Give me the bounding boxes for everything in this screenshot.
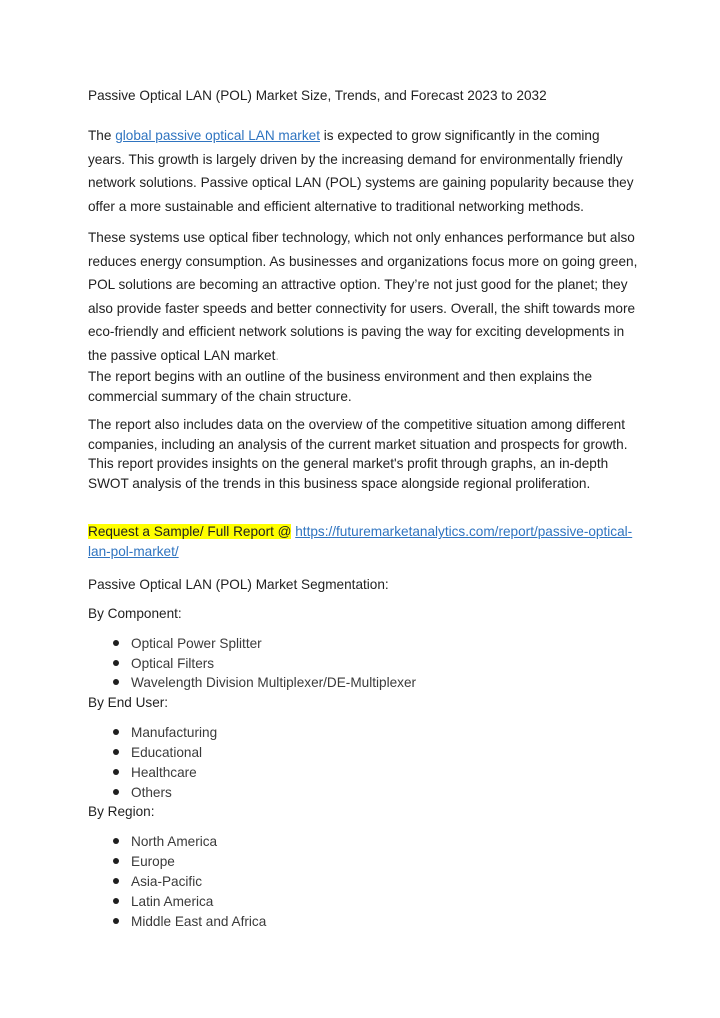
list-item-text: Manufacturing [131,724,218,740]
list-item [88,763,640,783]
region-list [88,832,640,932]
list-item [88,673,640,693]
bullet-icon [113,660,119,666]
list-item [88,723,640,743]
by-end-user-label: By End User: [88,695,169,711]
list-item [88,654,640,674]
bullet-icon [113,729,119,735]
bullet-icon [113,769,119,775]
report-overview-paragraph: The report also includes data on the overview of the competitive situation among different companies, including an analysis of the current market situation and prospects for growth. This report provides insights on the general market's profit through graphs, an in-depth SWOT analysis of the trends in this business space alongside regional proliferation. [88,417,628,491]
list-item [88,783,640,803]
by-component-label: By Component: [88,606,182,622]
list-item-text: Latin America [131,893,214,909]
component-list [88,634,640,694]
list-item [88,912,640,932]
list-item [88,743,640,763]
bullet-icon [113,898,119,904]
list-item-text: Healthcare [131,764,197,780]
request-sample-label: Request a Sample/ Full Report @ [88,524,292,539]
list-item-text: Middle East and Africa [131,913,267,929]
request-sample-line [88,522,640,561]
list-item-text: Wavelength Division Multiplexer/DE-Multiplexer [131,675,417,691]
list-item-text: Educational [131,744,203,760]
intro-prefix: The [88,128,116,143]
list-item-text: Optical Power Splitter [131,635,262,651]
list-item [88,634,640,654]
list-item-text: Others [131,784,172,800]
list-item-text: Optical Filters [131,655,215,671]
list-item-text: North America [131,833,218,849]
global-market-link[interactable]: global passive optical LAN market [115,128,320,143]
bullet-icon [113,918,119,924]
document-title: Passive Optical LAN (POL) Market Size, Trends, and Forecast 2023 to 2032 [88,88,547,103]
list-item [88,872,640,892]
intro-paragraph [88,124,640,218]
bullet-icon [113,838,119,844]
by-region-label: By Region: [88,804,155,820]
technology-paragraph [88,226,640,367]
bullet-icon [113,878,119,884]
end-user-list [88,723,640,803]
list-item [88,832,640,852]
list-item-text: Asia-Pacific [131,873,203,889]
bullet-icon [113,858,119,864]
technology-trailing-dot: . [275,347,280,363]
list-item [88,852,640,872]
list-item-text: Europe [131,853,175,869]
report-outline-paragraph: The report begins with an outline of the business environment and then explains the commercial summary of the chain structure. [88,369,593,404]
bullet-icon [113,679,119,685]
bullet-icon [113,640,119,646]
report-url-link[interactable]: https://futuremarketanalytics.com/report/passive-optical-lan-pol-market/ [88,524,633,559]
technology-text: These systems use optical fiber technology, which not only enhances performance but also reduces energy consumption. As businesses and organizations focus more on going green, POL solutions are becoming an attractive option. They’re not just good for the planet; they also provide faster speeds and better connectivity for users. Overall, the shift towards more eco-friendly and efficient network solutions is paving the way for exciting developments in the passive optical LAN market [88,230,638,363]
bullet-icon [113,789,119,795]
segmentation-heading: Passive Optical LAN (POL) Market Segmentation: [88,576,389,592]
bullet-icon [113,749,119,755]
intro-suffix: is expected to grow significantly in the coming years. This growth is largely driven by the increasing demand for environmentally friendly network solutions. Passive optical LAN (POL) systems are gaining popularity because they offer a more sustainable and efficient alternative to traditional networking methods. [88,128,634,214]
document-body [88,86,640,931]
list-item [88,892,640,912]
